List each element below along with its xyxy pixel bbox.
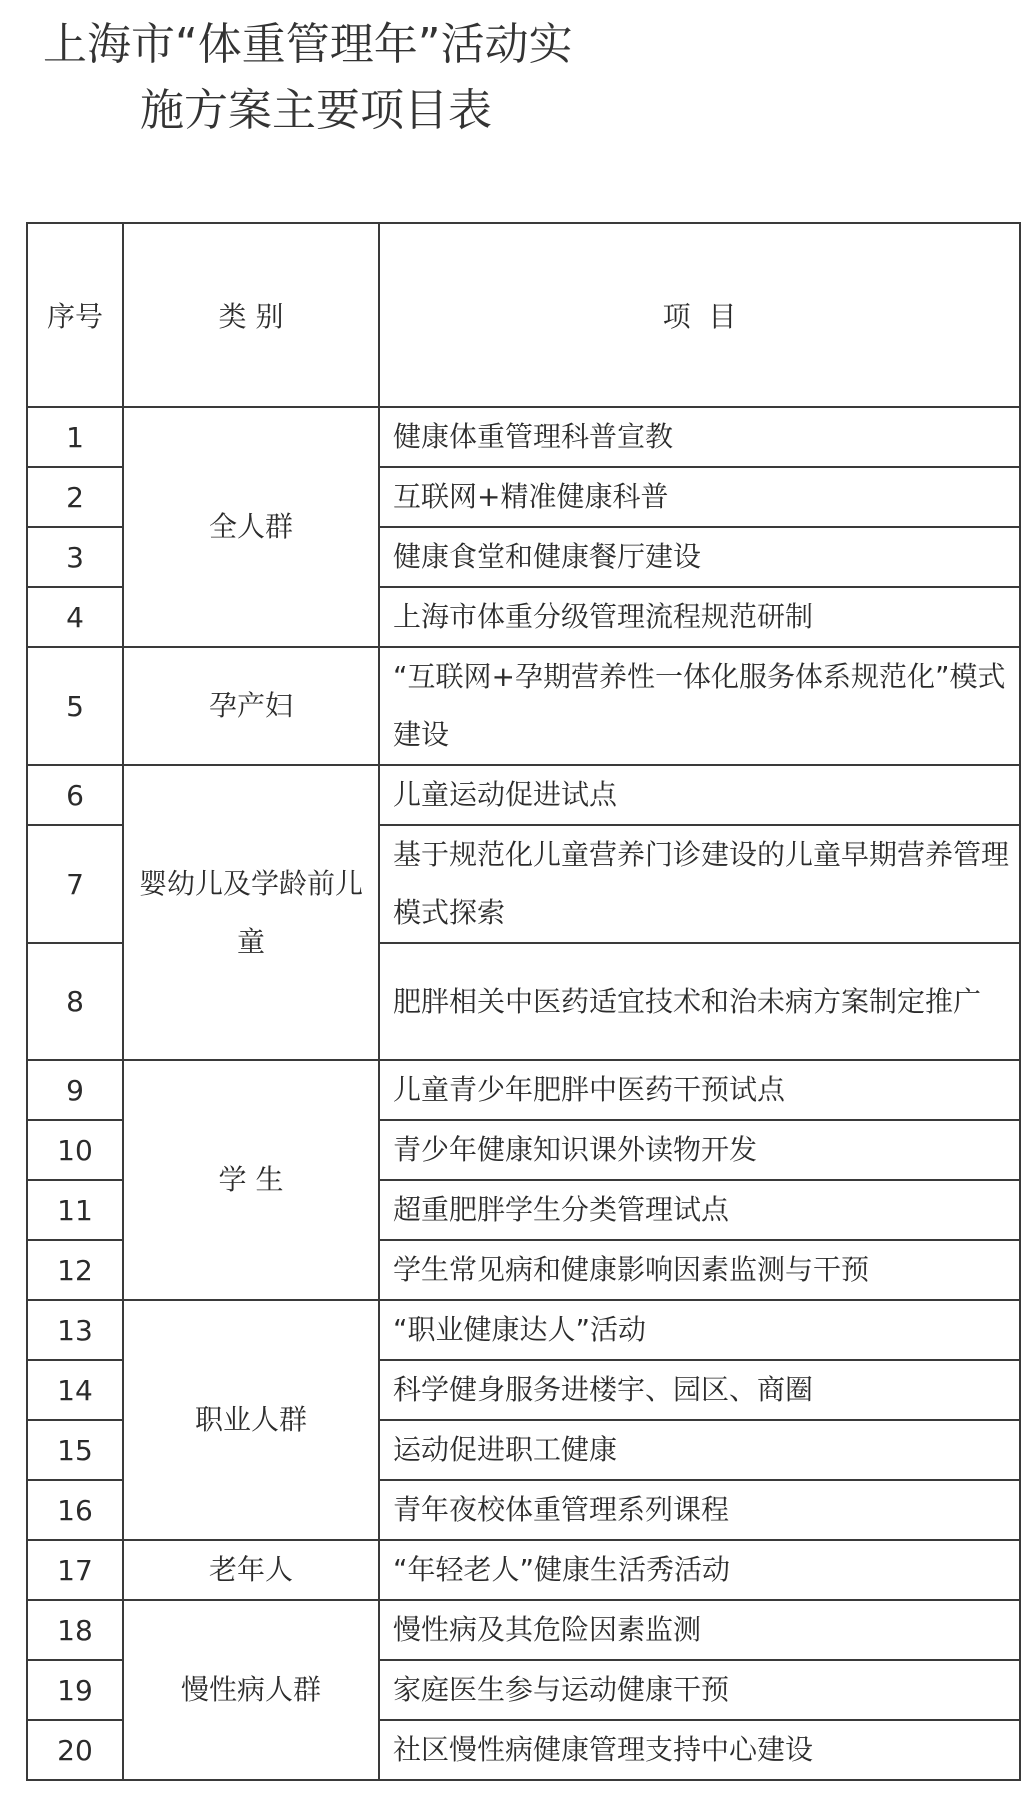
- row-number: 18: [27, 1600, 123, 1660]
- project-item: 互联网+精准健康科普: [379, 467, 1020, 527]
- category-cell: 学 生: [123, 1060, 379, 1300]
- row-number: 17: [27, 1540, 123, 1600]
- project-item: 青少年健康知识课外读物开发: [379, 1120, 1020, 1180]
- project-item: 儿童青少年肥胖中医药干预试点: [379, 1060, 1020, 1120]
- category-cell: 老年人: [123, 1540, 379, 1600]
- table-row: [27, 1600, 1020, 1660]
- row-number: 11: [27, 1180, 123, 1240]
- table-row: [27, 765, 1020, 825]
- table-row: [27, 1540, 1020, 1600]
- category-cell: 慢性病人群: [123, 1600, 379, 1780]
- project-item: 肥胖相关中医药适宜技术和治未病方案制定推广: [379, 943, 1020, 1060]
- row-number: 7: [27, 825, 123, 943]
- project-item: “互联网+孕期营养性一体化服务体系规范化”模式建设: [379, 647, 1020, 765]
- row-number: 19: [27, 1660, 123, 1720]
- table-row: [27, 1060, 1020, 1120]
- page-title: [0, 0, 1024, 144]
- project-item: “年轻老人”健康生活秀活动: [379, 1540, 1020, 1600]
- row-number: 6: [27, 765, 123, 825]
- header-item: 项 目: [379, 223, 1020, 407]
- row-number: 5: [27, 647, 123, 765]
- table-header-row: [27, 223, 1020, 407]
- row-number: 9: [27, 1060, 123, 1120]
- row-number: 2: [27, 467, 123, 527]
- row-number: 20: [27, 1720, 123, 1780]
- project-item: 社区慢性病健康管理支持中心建设: [379, 1720, 1020, 1780]
- row-number: 14: [27, 1360, 123, 1420]
- title-line-2: 施方案主要项目表: [140, 85, 492, 136]
- project-item: 儿童运动促进试点: [379, 765, 1020, 825]
- table-row: [27, 1300, 1020, 1360]
- row-number: 8: [27, 943, 123, 1060]
- row-number: 12: [27, 1240, 123, 1300]
- title-line-1: 上海市“体重管理年”活动实: [43, 19, 573, 70]
- category-cell: 职业人群: [123, 1300, 379, 1540]
- project-table: [26, 222, 1021, 1781]
- row-number: 10: [27, 1120, 123, 1180]
- category-cell: 孕产妇: [123, 647, 379, 765]
- table-row: [27, 407, 1020, 467]
- row-number: 13: [27, 1300, 123, 1360]
- project-item: 健康食堂和健康餐厅建设: [379, 527, 1020, 587]
- project-item: “职业健康达人”活动: [379, 1300, 1020, 1360]
- category-cell: 婴幼儿及学龄前儿童: [123, 765, 379, 1060]
- project-item: 家庭医生参与运动健康干预: [379, 1660, 1020, 1720]
- project-item: 运动促进职工健康: [379, 1420, 1020, 1480]
- project-item: 慢性病及其危险因素监测: [379, 1600, 1020, 1660]
- header-no: 序号: [27, 223, 123, 407]
- project-item: 科学健身服务进楼宇、园区、商圈: [379, 1360, 1020, 1420]
- project-item: 学生常见病和健康影响因素监测与干预: [379, 1240, 1020, 1300]
- project-item: 健康体重管理科普宣教: [379, 407, 1020, 467]
- header-category: 类 别: [123, 223, 379, 407]
- row-number: 3: [27, 527, 123, 587]
- project-item: 基于规范化儿童营养门诊建设的儿童早期营养管理模式探索: [379, 825, 1020, 943]
- table-row: [27, 647, 1020, 765]
- row-number: 4: [27, 587, 123, 647]
- project-item: 上海市体重分级管理流程规范研制: [379, 587, 1020, 647]
- project-item: 超重肥胖学生分类管理试点: [379, 1180, 1020, 1240]
- row-number: 15: [27, 1420, 123, 1480]
- project-item: 青年夜校体重管理系列课程: [379, 1480, 1020, 1540]
- category-cell: 全人群: [123, 407, 379, 647]
- row-number: 1: [27, 407, 123, 467]
- row-number: 16: [27, 1480, 123, 1540]
